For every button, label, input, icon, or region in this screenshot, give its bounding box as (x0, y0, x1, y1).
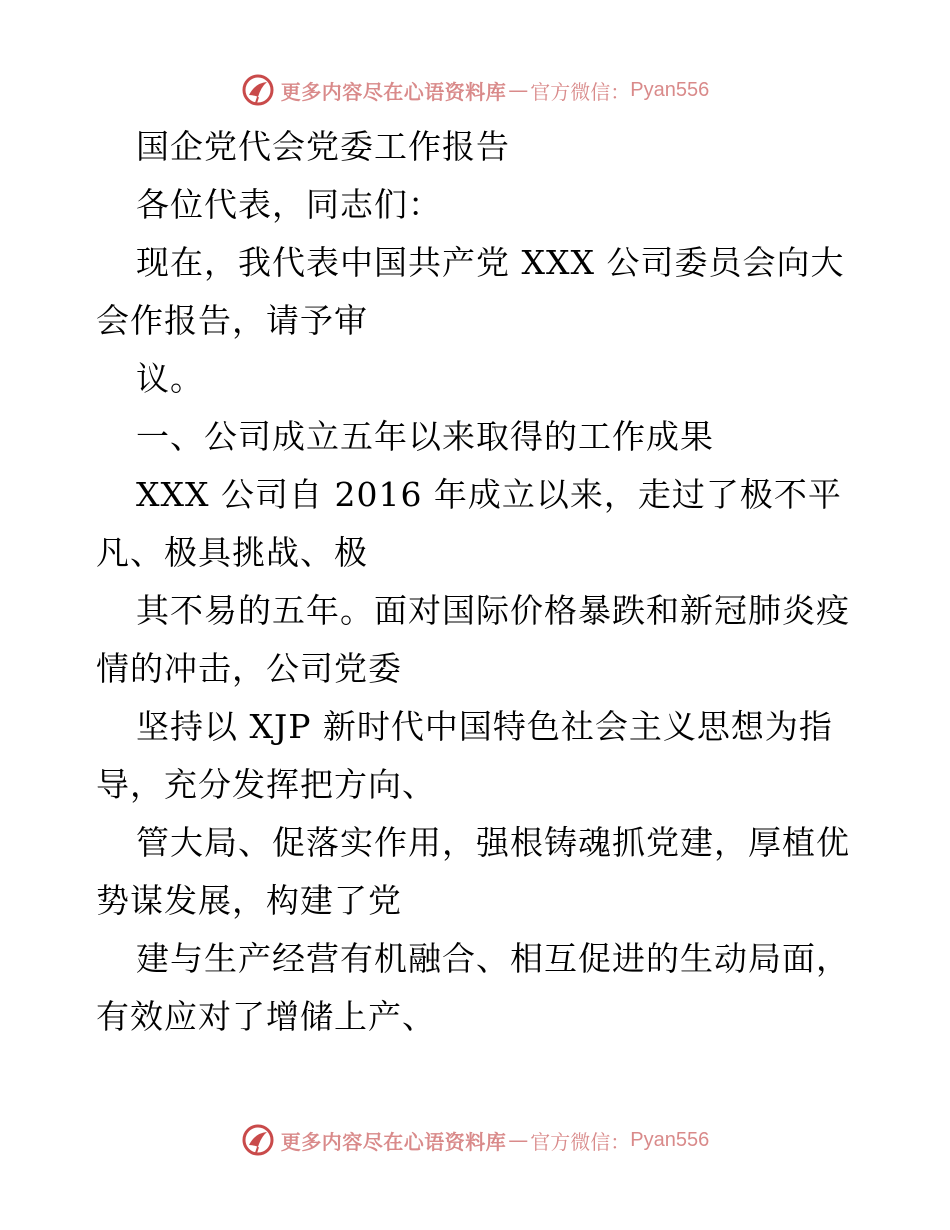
text-line: 凡、极具挑战、极 (96, 533, 368, 572)
text-line: 有效应对了增储上产、 (96, 997, 436, 1036)
text-line: 现在，我代表中国共产党 XXX 公司委员会向大 (136, 243, 845, 282)
text-line: 坚持以 XJP 新时代中国特色社会主义思想为指 (136, 707, 833, 746)
watermark-wechat-id: Pyan556 (630, 78, 710, 101)
watermark-site-text: 更多内容尽在心语资料库 (280, 79, 507, 104)
document-body (96, 118, 856, 1046)
brand-logo-icon (241, 73, 275, 107)
text-line: XXX 公司自 2016 年成立以来，走过了极不平 (136, 475, 842, 514)
brand-logo-icon (241, 1123, 275, 1157)
text-line: 情的冲击，公司党委 (96, 649, 402, 688)
text-line: 建与生产经营有机融合、相互促进的生动局面， (136, 939, 850, 978)
text-line: 其不易的五年。面对国际价格暴跌和新冠肺炎疫 (136, 591, 850, 630)
watermark-official-label: 官方微信： (530, 1129, 631, 1154)
salutation-line: 各位代表，同志们： (136, 185, 442, 224)
watermark-site-text: 更多内容尽在心语资料库 (280, 1129, 507, 1154)
text-line: 议。 (136, 359, 204, 398)
watermark-separator: — (508, 1128, 529, 1152)
watermark-separator: — (508, 78, 529, 102)
section-heading: 一、公司成立五年以来取得的工作成果 (136, 417, 714, 456)
watermark-wechat-id: Pyan556 (630, 1128, 710, 1151)
footer-watermark (0, 1120, 950, 1160)
text-line: 导，充分发挥把方向、 (96, 765, 436, 804)
text-line: 管大局、促落实作用，强根铸魂抓党建，厚植优 (136, 823, 850, 862)
text-line: 势谋发展，构建了党 (96, 881, 402, 920)
header-watermark (0, 70, 950, 110)
document-title: 国企党代会党委工作报告 (136, 127, 510, 166)
text-line: 会作报告，请予审 (96, 301, 368, 340)
watermark-official-label: 官方微信： (530, 79, 631, 104)
